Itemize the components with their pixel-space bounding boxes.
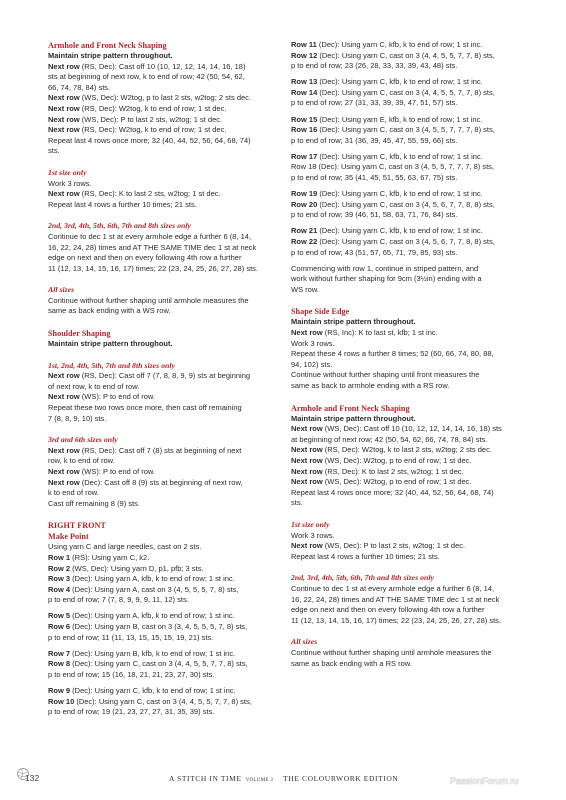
instruction-text: (Dec): Using yarn B, kfb, k to end of row; 1 st inc.: [70, 648, 236, 658]
pattern-section: [48, 520, 274, 606]
row-label: Row 13: [291, 77, 318, 87]
instruction-text: (RS, Dec): Cast off 7 (8) sts at beginning of next: [79, 445, 242, 455]
instruction-text: (Dec): Using yarn C, cast on 3 (4, 4, 5, 5, 7, 7, 8) sts,: [70, 659, 248, 669]
pattern-section: [48, 611, 274, 643]
instruction-line: [48, 104, 274, 115]
instruction-line: [48, 200, 274, 211]
instruction-line: [291, 88, 517, 99]
section-heading: Shoulder Shaping: [48, 329, 111, 339]
instruction-line: [48, 633, 274, 644]
pattern-section: [291, 189, 517, 221]
instruction-text: (WS, Dec): W2tog, p to last 2 sts, w2tog; 2 sts dec.: [79, 93, 251, 103]
instruction-text: p to end of row; 19 (21, 23, 27, 27, 31, 35, 39) sts.: [48, 707, 215, 717]
instruction-text: p to end of row; 43 (51, 57, 65, 71, 79, 85, 93) sts.: [291, 247, 458, 257]
section-note: Maintain stripe pattern throughout.: [291, 317, 416, 327]
section-heading: Shape Side Edge: [291, 307, 350, 317]
row-label: Next row: [48, 189, 80, 199]
size-heading: 1st size only: [48, 167, 87, 177]
pattern-section: [291, 40, 517, 72]
instruction-text: (Dec): Using yarn E, kfb, k to end of row; 1 st inc.: [317, 114, 483, 124]
instruction-line: [291, 605, 517, 616]
instruction-line: [48, 253, 274, 264]
pattern-section: [48, 221, 274, 274]
pattern-section: [48, 649, 274, 681]
row-label: Next row: [48, 125, 80, 135]
instruction-text: p to end of row; 23 (26, 28, 33, 33, 39, 43, 48) sts.: [291, 61, 458, 71]
instruction-line: [48, 296, 274, 307]
instruction-text: (Dec): Cast off 8 (9) sts at beginning of next row,: [79, 477, 243, 487]
row-label: Row 8: [48, 659, 71, 669]
magazine-title: A STITCH IN TIME: [169, 774, 242, 783]
instruction-line: [291, 274, 517, 285]
instruction-text: Repeat last 4 rows a further 10 times; 21 sts.: [48, 199, 197, 209]
instruction-line: [291, 115, 517, 126]
instruction-line: [291, 616, 517, 627]
size-heading: 1st, 2nd, 4th, 5th, 7th and 8th sizes only: [48, 360, 175, 370]
instruction-text: p to end of row; 27 (31, 33, 39, 39, 47, 51, 57) sts.: [291, 98, 458, 108]
pattern-section: [48, 285, 274, 317]
section-note: Maintain stripe pattern throughout.: [48, 339, 173, 349]
pattern-section: [291, 264, 517, 296]
instruction-line: [291, 531, 517, 542]
instruction-line: [291, 467, 517, 478]
row-label: Row 5: [48, 611, 71, 621]
row-label: Row 14: [291, 87, 318, 97]
instruction-line: [291, 488, 517, 499]
row-label: Row 16: [291, 125, 318, 135]
instruction-text: sts.: [291, 498, 303, 508]
instruction-line: [291, 210, 517, 221]
instruction-text: Work 3 rows.: [291, 530, 335, 540]
footer-title: [169, 774, 398, 783]
instruction-text: Continue without further shaping until front measures the: [291, 370, 480, 380]
instruction-text: (RS, Dec): Cast off 10 (10, 12, 12, 14, 14, 16, 18): [79, 61, 246, 71]
pattern-section: [291, 306, 517, 391]
pattern-section: [291, 520, 517, 562]
instruction-text: Row 18 (Dec): Using yarn C, cast on 3 (4, 5, 5, 7, 7, 7, 8) sts,: [291, 162, 494, 172]
instruction-text: (WS): P to end of row.: [79, 392, 155, 402]
instruction-text: (RS, Dec): K to last 2 sts, w2tog; 1 st dec.: [322, 466, 464, 476]
instruction-line: [291, 595, 517, 606]
row-label: Next row: [48, 103, 80, 113]
instruction-line: [48, 243, 274, 254]
section-heading: Armhole and Front Neck Shaping: [48, 41, 167, 50]
instruction-text: of next row, k to end of row.: [48, 381, 140, 391]
row-label: Next row: [48, 371, 80, 381]
pattern-section: [291, 403, 517, 509]
instruction-text: (Dec): Using yarn C, kfb, k to end of row; 1 st inc.: [317, 77, 483, 87]
instruction-line: [48, 574, 274, 585]
instruction-line: [291, 339, 517, 350]
instruction-line: [48, 649, 274, 660]
instruction-text: Repeat last 4 rows once more; 32 (40, 44, 52, 56, 64, 68, 74): [291, 487, 494, 497]
row-label: Next row: [291, 424, 323, 434]
instruction-text: same as back ending with a RS row.: [291, 658, 412, 668]
instruction-text: p to end of row; 7 (7, 8, 9, 9, 9, 11, 12) sts.: [48, 595, 189, 605]
row-label: Next row: [291, 456, 323, 465]
instruction-line: [291, 136, 517, 147]
row-label: Row 3: [48, 574, 71, 584]
instruction-line: [48, 542, 274, 553]
row-label: Row 1: [48, 552, 71, 562]
instruction-text: Continue without further shaping until armhole measures the: [291, 647, 492, 657]
instruction-line: [291, 381, 517, 392]
instruction-line: [48, 670, 274, 681]
instruction-line: [48, 115, 274, 126]
instruction-line: [48, 306, 274, 317]
instruction-line: [48, 456, 274, 467]
instruction-text: work without further shaping for 9cm (3½in) ending with a: [291, 274, 482, 284]
pattern-section: [291, 637, 517, 669]
instruction-line: [48, 446, 274, 457]
pattern-section: [48, 686, 274, 718]
instruction-line: [291, 51, 517, 62]
instruction-text: (Dec): Using yarn A, kfb, k to end of row; 1 st inc.: [70, 611, 235, 621]
instruction-line: [291, 248, 517, 259]
instruction-text: edge on next and then on every following 4th row a further: [291, 605, 485, 615]
size-heading: 3rd and 6th sizes only: [48, 435, 118, 445]
row-label: Row 19: [291, 189, 318, 199]
row-label: Next row: [48, 477, 80, 487]
instruction-text: (RS, Dec): K to last 2 sts, w2tog; 1 st dec.: [79, 189, 221, 199]
instruction-line: [291, 237, 517, 248]
row-label: Row 20: [291, 199, 318, 209]
row-label: Next row: [291, 466, 323, 476]
row-label: Next row: [48, 114, 80, 124]
instruction-line: [48, 585, 274, 596]
instruction-text: (Dec): Using yarn C, kfb, k to end of row; 1 st inc.: [317, 226, 483, 236]
instruction-line: [291, 424, 517, 435]
instruction-line: [291, 435, 517, 446]
instruction-text: sts at beginning of next row, k to end of row; 42 (50, 54, 62,: [48, 72, 245, 82]
instruction-text: 16, 22, 24, 28) times and AT THE SAME TIME dec 1 st at neck: [291, 594, 500, 604]
section-heading: Armhole and Front Neck Shaping: [291, 403, 410, 413]
row-label: Row 22: [291, 237, 318, 246]
row-label: Next row: [291, 328, 323, 338]
instruction-text: (WS): P to end of row.: [79, 467, 155, 476]
instruction-text: Commencing with row 1, continue in striped pattern, and: [291, 263, 479, 273]
pattern-section: [48, 435, 274, 509]
instruction-text: Continue to dec 1 st at every armhole edge a further 6 (8, 14,: [291, 583, 495, 593]
instruction-line: [291, 189, 517, 200]
row-label: Next row: [291, 477, 323, 487]
row-label: Row 11: [291, 40, 317, 49]
instruction-line: [291, 98, 517, 109]
instruction-text: (Dec): Using yarn C, cast on 3 (4, 5, 6, 7, 7, 8, 8) sts,: [317, 237, 495, 246]
instruction-line: [48, 659, 274, 670]
instruction-line: [48, 488, 274, 499]
instruction-text: same as back to armhole ending with a RS row.: [291, 381, 450, 391]
instruction-line: [291, 226, 517, 237]
instruction-line: [48, 136, 274, 147]
instruction-line: [291, 264, 517, 275]
instruction-text: p to end of row; 35 (41, 45, 51, 55, 63, 67, 75) sts.: [291, 173, 458, 183]
instruction-text: (Dec): Using yarn C, cast on 3 (4, 4, 5, 5, 7, 7, 8) sts,: [74, 696, 252, 706]
instruction-text: Cast off remaining 8 (9) sts.: [48, 498, 140, 508]
instruction-text: (WS, Dec): Using yarn D, p1, pfb; 3 sts.: [70, 563, 204, 573]
instruction-text: 11 (12, 13, 14, 15, 16, 17) times; 22 (23, 24, 25, 26, 27, 28) sts.: [48, 263, 258, 273]
section-note: Maintain stripe pattern throughout.: [48, 51, 173, 60]
instruction-text: Repeat last 4 rows a further 10 times; 21 sts.: [291, 551, 440, 561]
instruction-line: [291, 349, 517, 360]
instruction-line: [48, 707, 274, 718]
instruction-line: [48, 382, 274, 393]
instruction-line: [48, 686, 274, 697]
instruction-line: [48, 478, 274, 489]
row-label: Next row: [48, 445, 80, 455]
instruction-text: (Dec): Using yarn C, cast on 3 (4, 4, 5, 5, 7, 7, 8) sts,: [317, 50, 495, 60]
instruction-text: p to end of row; 39 (46, 51, 58, 63, 71, 76, 84) sts.: [291, 210, 458, 220]
instruction-line: [48, 697, 274, 708]
instruction-line: [48, 83, 274, 94]
instruction-line: [48, 371, 274, 382]
instruction-text: (WS, Dec): W2tog, p to end of row; 1 st dec.: [322, 477, 472, 487]
instruction-line: [48, 93, 274, 104]
instruction-text: (Dec): Using yarn C, cast on 3 (4, 4, 5, 5, 7, 7, 8) sts,: [317, 87, 495, 97]
instruction-line: [291, 77, 517, 88]
pattern-section: [291, 573, 517, 626]
instruction-text: 16, 22, 24, 28) times and AT THE SAME TIME dec 1 st at neck: [48, 242, 257, 252]
left-column: [48, 40, 274, 718]
instruction-text: 11 (12, 13, 14, 15, 16, 17) times; 22 (23, 24, 25, 26, 27, 28) sts.: [291, 615, 501, 625]
size-heading: 2nd, 3rd, 4th, 5th, 6th, 7th and 8th sizes only: [291, 573, 434, 583]
row-label: Row 10: [48, 696, 75, 706]
pattern-section: [48, 168, 274, 210]
section-heading: Make Point: [48, 532, 89, 542]
instruction-line: [291, 445, 517, 456]
instruction-line: [48, 467, 274, 478]
instruction-line: [291, 125, 517, 136]
instruction-line: [48, 564, 274, 575]
row-label: Next row: [48, 467, 80, 476]
instruction-text: (Dec): Using yarn C, kfb, k to end of row; 1 st inc.: [317, 151, 483, 161]
instruction-text: (Dec): Using yarn A, cast on 3 (4, 5, 5, 5, 7, 8) sts,: [70, 584, 239, 594]
section-title: RIGHT FRONT: [48, 521, 106, 531]
instruction-text: (RS, Dec): W2tog, k to end of row; 1 st dec.: [79, 125, 227, 135]
row-label: Next row: [48, 93, 80, 103]
instruction-text: (Dec): Using yarn C, kfb, k to end of row; 1 st inc.: [70, 686, 236, 695]
instruction-line: [48, 414, 274, 425]
pattern-section: [48, 328, 274, 350]
instruction-line: [48, 622, 274, 633]
watermark: PassionForum.ru: [450, 776, 519, 786]
row-label: Next row: [48, 61, 80, 71]
row-label: Row 17: [291, 151, 318, 161]
instruction-line: [48, 392, 274, 403]
instruction-text: Work 3 rows.: [291, 338, 335, 348]
pattern-section: [291, 77, 517, 109]
instruction-line: [48, 553, 274, 564]
instruction-line: [48, 72, 274, 83]
instruction-text: k to end of row.: [48, 488, 99, 498]
row-label: Row 6: [48, 622, 71, 632]
instruction-line: [291, 498, 517, 509]
row-label: Row 9: [48, 686, 71, 695]
instruction-text: (RS, Inc): K to last st, kfb; 1 st inc.: [322, 328, 438, 338]
instruction-text: 7 (8, 8, 9, 10) sts.: [48, 413, 107, 423]
row-label: Row 4: [48, 584, 71, 594]
instruction-text: (WS, Dec): W2tog, p to end of row; 1 st dec.: [322, 456, 472, 465]
instruction-text: (Dec): Using yarn A, kfb, k to end of row; 1 st inc.: [70, 574, 235, 584]
instruction-text: (WS, Dec): P to last 2 sts, w2tog; 1 st dec.: [322, 541, 466, 551]
instruction-text: (RS, Dec): Cast off 7 (7, 8, 8, 9, 9) sts at beginning: [79, 371, 251, 381]
instruction-text: p to end of row; 11 (11, 13, 15, 15, 15, 19, 21) sts.: [48, 632, 214, 642]
instruction-text: (WS, Dec): Cast off 10 (10, 12, 12, 14, 14, 16, 18) sts: [322, 424, 502, 434]
instruction-line: [48, 189, 274, 200]
instruction-line: [48, 403, 274, 414]
size-heading: 1st size only: [291, 519, 330, 529]
instruction-text: at beginning of next row; 42 (50, 54, 62, 66, 74, 78, 84) sts.: [291, 434, 488, 444]
instruction-text: (Dec): Using yarn C, cast on 3 (4, 5, 6, 7, 7, 8, 8) sts,: [317, 199, 495, 209]
instruction-text: (Dec): Using yarn C, kfb, k to end of row; 1 st inc.: [316, 40, 483, 49]
instruction-line: [291, 61, 517, 72]
instruction-text: sts.: [48, 146, 60, 156]
instruction-line: [291, 648, 517, 659]
section-note: Maintain stripe pattern throughout.: [291, 413, 416, 423]
row-label: Next row: [291, 445, 323, 455]
row-label: Row 15: [291, 114, 318, 124]
instruction-line: [291, 541, 517, 552]
row-label: Next row: [291, 541, 323, 551]
instruction-line: [291, 659, 517, 670]
instruction-text: same as back ending with a WS row.: [48, 306, 171, 316]
instruction-line: [291, 370, 517, 381]
instruction-line: [48, 179, 274, 190]
instruction-text: (Dec): Using yarn B, cast on 3 (3, 4, 5, 5, 5, 7, 8) sts,: [70, 622, 248, 632]
instruction-line: [291, 456, 517, 467]
instruction-text: Repeat these two rows once more, then cast off remaining: [48, 403, 242, 413]
instruction-line: [48, 595, 274, 606]
instruction-line: [291, 584, 517, 595]
instruction-line: [291, 152, 517, 163]
instruction-text: Repeat these 4 rows a further 8 times; 52 (60, 66, 74, 80, 88,: [291, 349, 494, 359]
size-heading: All sizes: [291, 637, 318, 647]
instruction-line: [291, 552, 517, 563]
instruction-text: Repeat last 4 rows once more; 32 (40, 44, 52, 56, 64, 68, 74): [48, 135, 251, 145]
instruction-text: 66, 74, 78, 84) sts.: [48, 82, 111, 92]
instruction-line: [48, 611, 274, 622]
size-heading: 2nd, 3rd, 4th, 5th, 6th, 7th and 8th sizes only: [48, 221, 191, 231]
instruction-text: WS row.: [291, 284, 319, 294]
instruction-line: [48, 62, 274, 73]
size-heading: All sizes: [48, 285, 75, 295]
row-label: Next row: [48, 392, 80, 402]
instruction-line: [48, 125, 274, 136]
instruction-text: (WS, Dec): P to last 2 sts, w2tog; 1 st dec.: [79, 114, 223, 124]
instruction-text: edge on next and then on every following 4th row a further: [48, 253, 242, 263]
instruction-line: [291, 162, 517, 173]
instruction-text: Using yarn C and large needles, cast on 2 sts.: [48, 542, 202, 552]
instruction-line: [291, 200, 517, 211]
instruction-text: (Dec): Using yarn C, cast on 3 (4, 5, 5, 7, 7, 7, 8) sts,: [317, 125, 495, 135]
row-label: Row 2: [48, 563, 71, 573]
instruction-text: (Dec): Using yarn C, kfb, k to end of row; 1 st inc.: [317, 189, 483, 199]
instruction-text: p to end of row; 15 (16, 18, 21, 21, 23, 27, 30) sts.: [48, 669, 215, 679]
pattern-section: [291, 115, 517, 147]
instruction-text: (RS): Using yarn C, k2.: [70, 552, 150, 562]
instruction-text: Continue to dec 1 st at every armhole edge a further 6 (8, 14,: [48, 231, 252, 241]
right-column: [291, 40, 517, 669]
instruction-text: Continue without further shaping until armhole measures the: [48, 295, 249, 305]
instruction-line: [291, 173, 517, 184]
row-label: Row 7: [48, 648, 71, 658]
instruction-text: p to end of row; 31 (36, 39, 45, 47, 55, 59, 66) sts.: [291, 135, 458, 145]
instruction-line: [48, 232, 274, 243]
instruction-line: [48, 146, 274, 157]
row-label: Row 21: [291, 226, 318, 236]
instruction-line: [48, 264, 274, 275]
volume-label: VOLUME 3: [245, 778, 274, 783]
instruction-text: (RS, Dec): W2tog, k to end of row; 1 st dec.: [79, 103, 227, 113]
instruction-line: [48, 499, 274, 510]
pattern-section: [48, 361, 274, 425]
edition-label: THE COLOURWORK EDITION: [283, 774, 399, 783]
instruction-line: [291, 360, 517, 371]
instruction-line: [291, 285, 517, 296]
pattern-section: [48, 40, 274, 157]
instruction-text: row, k to end of row.: [48, 456, 115, 466]
pattern-section: [291, 152, 517, 184]
instruction-text: Work 3 rows.: [48, 178, 92, 188]
instruction-text: (RS, Dec): W2tog, k to last 2 sts, w2tog; 2 sts dec.: [322, 445, 492, 455]
instruction-line: [291, 40, 517, 51]
page-number: 132: [25, 773, 40, 783]
row-label: Row 12: [291, 50, 318, 60]
instruction-text: 94, 102) sts.: [291, 359, 333, 369]
pattern-section: [291, 226, 517, 258]
instruction-line: [291, 477, 517, 488]
instruction-line: [291, 328, 517, 339]
